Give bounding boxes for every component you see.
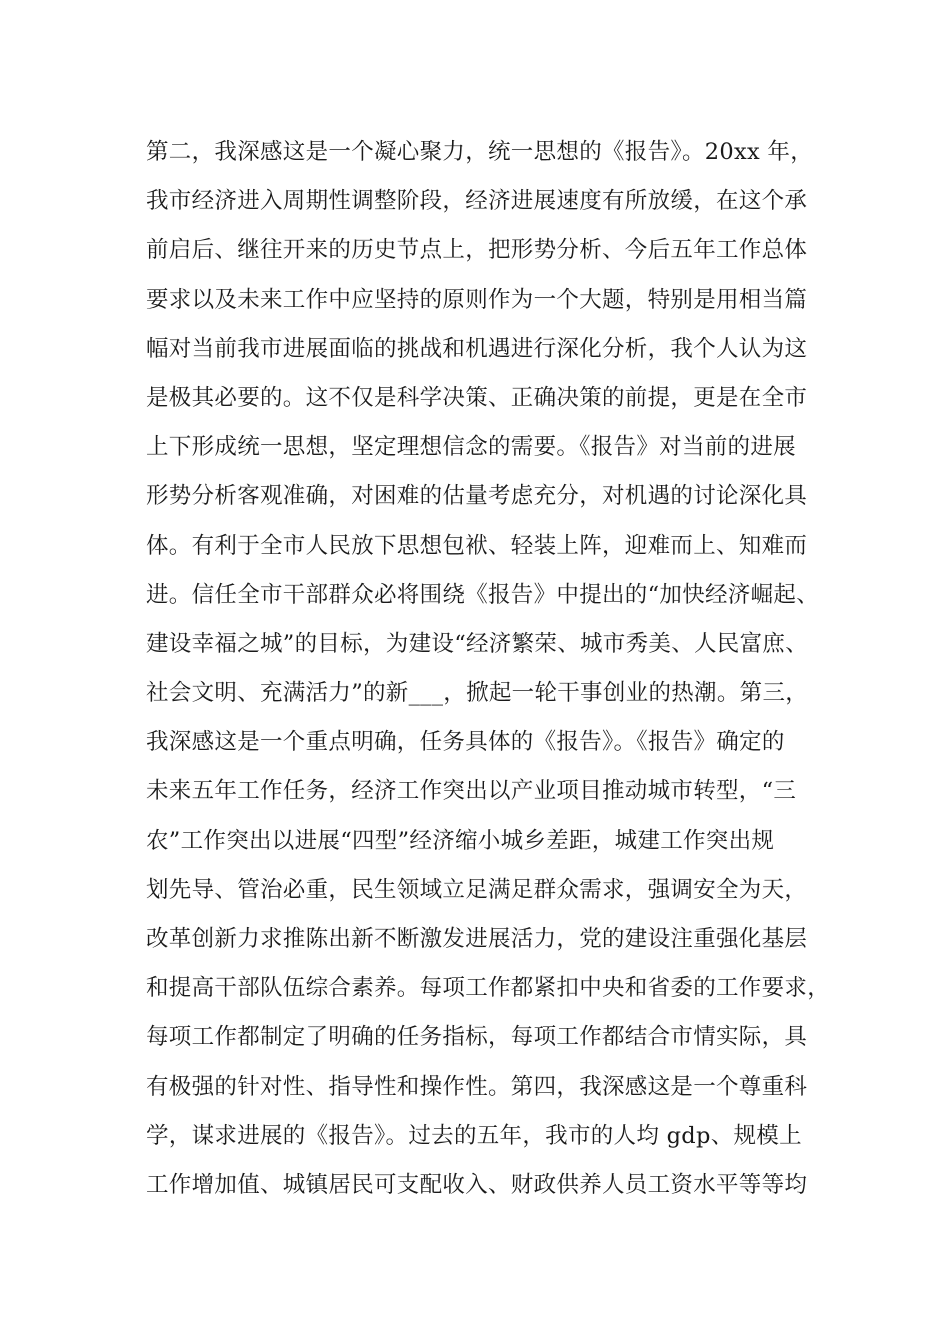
text-line: 进。信任全市干部群众必将围绕《报告》中提出的“加快经济崛起、 [146, 581, 820, 608]
text-line: 建设幸福之城”的目标，为建设“经济繁荣、城市秀美、人民富庶、 [146, 630, 809, 657]
text-line: 要求以及未来工作中应坚持的原则作为一个大题，特别是用相当篇 [146, 286, 808, 313]
text-line: 上下形成统一思想，坚定理想信念的需要。《报告》对当前的进展 [146, 434, 796, 461]
text-line: 未来五年工作任务，经济工作突出以产业项目推动城市转型，“三 [146, 778, 797, 805]
text-line: 幅对当前我市进展面临的挑战和机遇进行深化分析，我个人认为这 [146, 335, 808, 362]
text-line: 有极强的针对性、指导性和操作性。第四，我深感这是一个尊重科 [146, 1073, 808, 1100]
text-line: 是极其必要的。这不仅是科学决策、正确决策的前提，更是在全市 [146, 384, 808, 411]
text-line: 改革创新力求推陈出新不断激发进展活力，党的建设注重强化基层 [146, 926, 808, 952]
text-line: 农”工作突出以进展“四型”经济缩小城乡差距，城建工作突出规 [146, 827, 775, 854]
text-line: 学，谋求进展的《报告》。过去的五年，我市的人均 gdp、规模上 [146, 1122, 802, 1149]
text-line: 形势分析客观准确，对困难的估量考虑充分，对机遇的讨论深化具 [146, 483, 808, 510]
text-line: 和提高干部队伍综合素养。每项工作都紧扣中央和省委的工作要求， [146, 975, 831, 1002]
body-paragraph [146, 128, 836, 1210]
text-line: 前启后、继往开来的历史节点上，把形势分析、今后五年工作总体 [146, 237, 808, 264]
text-line: 划先导、管治必重，民生领域立足满足群众需求，强调安全为天， [146, 876, 808, 903]
text-line: 工作增加值、城镇居民可支配收入、财政供养人员工资水平等等均 [146, 1171, 808, 1198]
text-line: 每项工作都制定了明确的任务指标，每项工作都结合市情实际，具 [146, 1024, 808, 1051]
text-line: 第二，我深感这是一个凝心聚力，统一思想的《报告》。20xx 年， [146, 139, 814, 165]
text-line: 社会文明、充满活力”的新___，掀起一轮干事创业的热潮。第三， [146, 680, 809, 707]
text-line: 体。有利于全市人民放下思想包袱、轻装上阵，迎难而上、知难而 [146, 532, 808, 559]
text-line: 我市经济进入周期性调整阶段，经济进展速度有所放缓，在这个承 [146, 188, 808, 215]
text-line: 我深感这是一个重点明确，任务具体的《报告》。《报告》确定的 [146, 729, 785, 756]
